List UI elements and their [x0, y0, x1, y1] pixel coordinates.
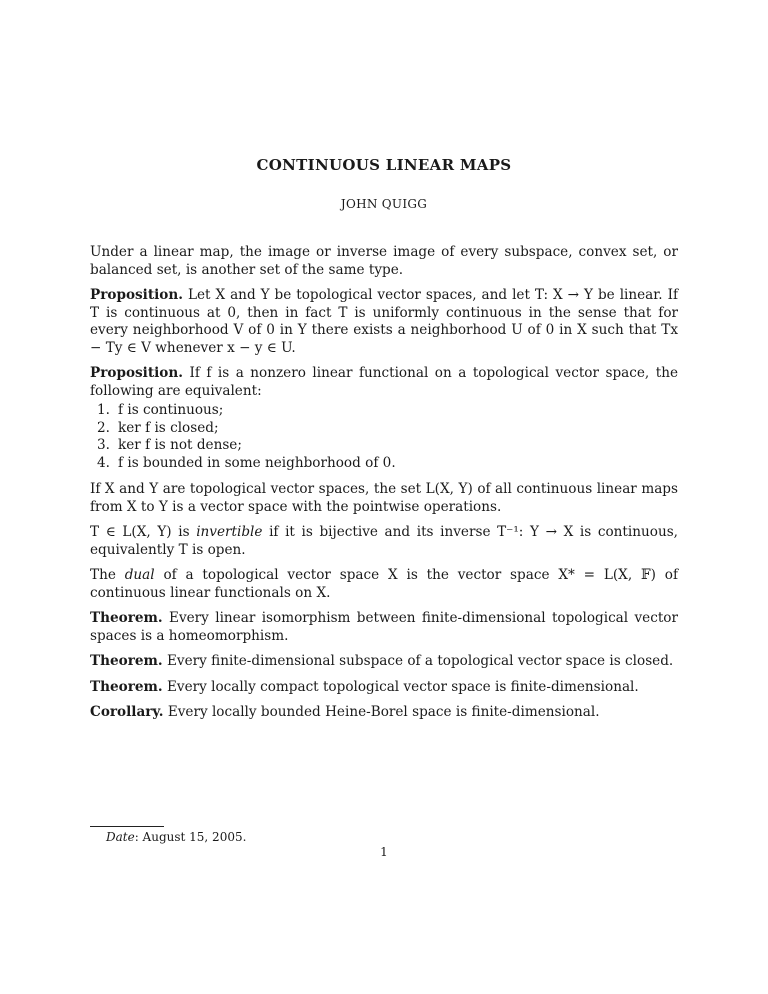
- list-item: 2. ker f is closed;: [97, 419, 219, 436]
- proposition-2-text: If f is a nonzero linear functional on a topological vector space, the following are equivalent:: [90, 365, 678, 399]
- intro-paragraph: Under a linear map, the image or inverse image of every subspace, convex set, or balanced set, is another set of the same type.: [90, 244, 678, 278]
- invertible-term: invertible: [196, 524, 263, 540]
- footnote-rule: [90, 826, 164, 827]
- invertible-paragraph: T ∈ L(X, Y) is invertible if it is bijective and its inverse T⁻¹: Y → X is continuous, equivalently T is open.: [90, 524, 678, 558]
- footnote-text: : August 15, 2005.: [134, 830, 247, 844]
- paper-body: [90, 244, 678, 730]
- proposition-2: [90, 365, 678, 400]
- corollary-text: Every locally bounded Heine-Borel space is finite-dimensional.: [167, 704, 600, 720]
- dual-term: dual: [124, 567, 155, 583]
- list-item: 1. f is continuous;: [97, 402, 224, 418]
- proposition-1-text: Let X and Y be topological vector spaces, and let T: X → Y be linear. If T is continuous at 0, then in fact T is uniformly continuous in the sense that for every neighborhood V of 0 in Y there exists a neighborhood U of 0 in X such that Tx − Ty ∈ V whenever x − y ∈ U.: [90, 287, 678, 356]
- lxy-paragraph: If X and Y are topological vector spaces, the set L(X, Y) of all continuous linear maps from X to Y is a vector space with the pointwise operations.: [90, 481, 678, 515]
- proposition-1-label: Proposition.: [90, 287, 183, 303]
- corollary: [90, 704, 678, 722]
- page-number: 1: [380, 845, 388, 859]
- theorem-2: [90, 653, 678, 671]
- theorem-1: [90, 610, 678, 645]
- theorem-3-label: Theorem.: [90, 678, 163, 695]
- dual-paragraph: The dual of a topological vector space X is the vector space X* = L(X, 𝔽) of continuous linear functionals on X.: [90, 567, 678, 601]
- theorem-1-text: Every linear isomorphism between finite-dimensional topological vector spaces is a homeomorphism.: [90, 610, 678, 644]
- theorem-2-label: Theorem.: [90, 653, 163, 669]
- list-item: 4. f is bounded in some neighborhood of 0.: [97, 454, 396, 471]
- proposition-2-label: Proposition.: [90, 365, 183, 381]
- footnote: [106, 830, 246, 844]
- footnote-label: Date: [106, 830, 135, 844]
- list-item: 3. ker f is not dense;: [97, 437, 242, 453]
- equivalence-list: [90, 402, 678, 472]
- theorem-2-text: Every finite-dimensional subspace of a topological vector space is closed.: [166, 653, 674, 669]
- paper-title: CONTINUOUS LINEAR MAPS: [256, 156, 512, 174]
- proposition-1: [90, 287, 678, 357]
- paper-author: JOHN QUIGG: [340, 197, 428, 211]
- corollary-label: Corollary.: [90, 704, 164, 720]
- theorem-3-text: Every locally compact topological vector space is finite-dimensional.: [166, 678, 639, 695]
- theorem-1-label: Theorem.: [90, 610, 163, 626]
- theorem-3: [90, 679, 678, 697]
